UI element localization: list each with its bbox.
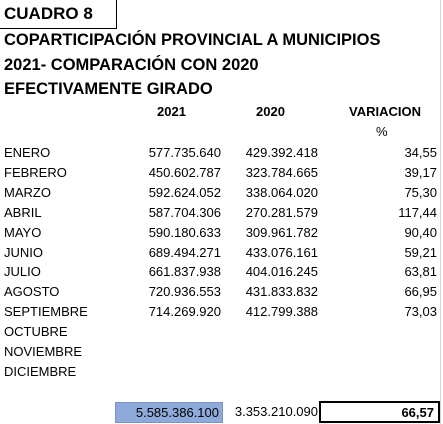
heading-line-1: COPARTICIPACIÓN PROVINCIAL A MUNICIPIOS <box>4 31 381 49</box>
month-label: MARZO <box>4 184 51 200</box>
value-2020: 429.392.418 <box>245 145 318 160</box>
variation-value: 39,17 <box>404 164 437 180</box>
table-row[interactable] <box>0 262 443 282</box>
month-label: MAYO <box>4 224 42 240</box>
month-label: JUNIO <box>4 244 43 260</box>
variation-value: 75,30 <box>404 184 437 200</box>
table-row[interactable] <box>0 143 443 163</box>
month-label: SEPTIEMBRE <box>4 304 88 320</box>
variation-value: 73,03 <box>404 304 437 320</box>
month-label: AGOSTO <box>4 284 60 300</box>
value-2021: 587.704.306 <box>148 204 221 220</box>
month-label: DICIEMBRE <box>4 363 77 379</box>
variation-value: 63,81 <box>404 264 437 280</box>
month-label: NOVIEMBRE <box>4 344 83 359</box>
table-row[interactable] <box>0 342 443 362</box>
sheet-title: CUADRO 8 <box>4 4 93 23</box>
value-2020: 323.784.665 <box>245 164 318 180</box>
column-header-2021: 2021 <box>157 104 186 119</box>
total-2021: 5.585.386.100 <box>135 405 219 420</box>
month-label: JULIO <box>4 264 41 280</box>
total-2020[interactable]: 3.353.210.090 <box>234 404 318 419</box>
table-row[interactable] <box>0 243 443 263</box>
title-cell[interactable] <box>0 0 117 29</box>
month-label: OCTUBRE <box>4 324 68 340</box>
variation-value: 90,40 <box>404 224 437 240</box>
table-row[interactable] <box>0 282 443 302</box>
column-header-2020: 2020 <box>256 104 285 119</box>
value-2021: 450.602.787 <box>148 164 221 180</box>
value-2021: 661.837.938 <box>148 264 221 280</box>
value-2021: 689.494.271 <box>148 244 221 260</box>
column-header-variation: VARIACION <box>349 104 421 119</box>
total-variation: 66,57 <box>401 405 434 420</box>
total-2021-cell[interactable] <box>115 402 223 423</box>
percent-unit: % <box>376 124 388 139</box>
value-2020: 338.064.020 <box>245 184 318 200</box>
table-row[interactable] <box>0 163 443 183</box>
total-variation-cell[interactable] <box>319 401 440 423</box>
value-2021: 577.735.640 <box>148 145 221 160</box>
value-2020: 412.799.388 <box>245 304 318 320</box>
value-2021: 590.180.633 <box>148 224 221 240</box>
table-row[interactable] <box>0 322 443 342</box>
table-row[interactable] <box>0 302 443 322</box>
value-2020: 309.961.782 <box>245 224 318 240</box>
value-2021: 720.936.553 <box>148 284 221 300</box>
month-label: ENERO <box>4 145 51 160</box>
variation-value: 117,44 <box>398 204 437 220</box>
month-label: ABRIL <box>4 204 42 220</box>
value-2021: 592.624.052 <box>148 184 221 200</box>
value-2020: 404.016.245 <box>245 264 318 280</box>
variation-value: 59,21 <box>404 244 437 260</box>
value-2020: 431.833.832 <box>245 284 318 300</box>
table-row[interactable] <box>0 203 443 223</box>
value-2020: 433.076.161 <box>245 244 318 260</box>
month-label: FEBRERO <box>4 164 67 180</box>
value-2020: 270.281.579 <box>245 204 318 220</box>
variation-value: 34,55 <box>404 145 437 160</box>
table-row[interactable] <box>0 362 443 382</box>
heading-line-3: EFECTIVAMENTE GIRADO <box>4 80 213 98</box>
table-row[interactable] <box>0 223 443 243</box>
heading-line-2: 2021- COMPARACIÓN CON 2020 <box>4 56 259 74</box>
variation-value: 66,95 <box>404 284 437 300</box>
value-2021: 714.269.920 <box>148 304 221 320</box>
table-row[interactable] <box>0 183 443 203</box>
